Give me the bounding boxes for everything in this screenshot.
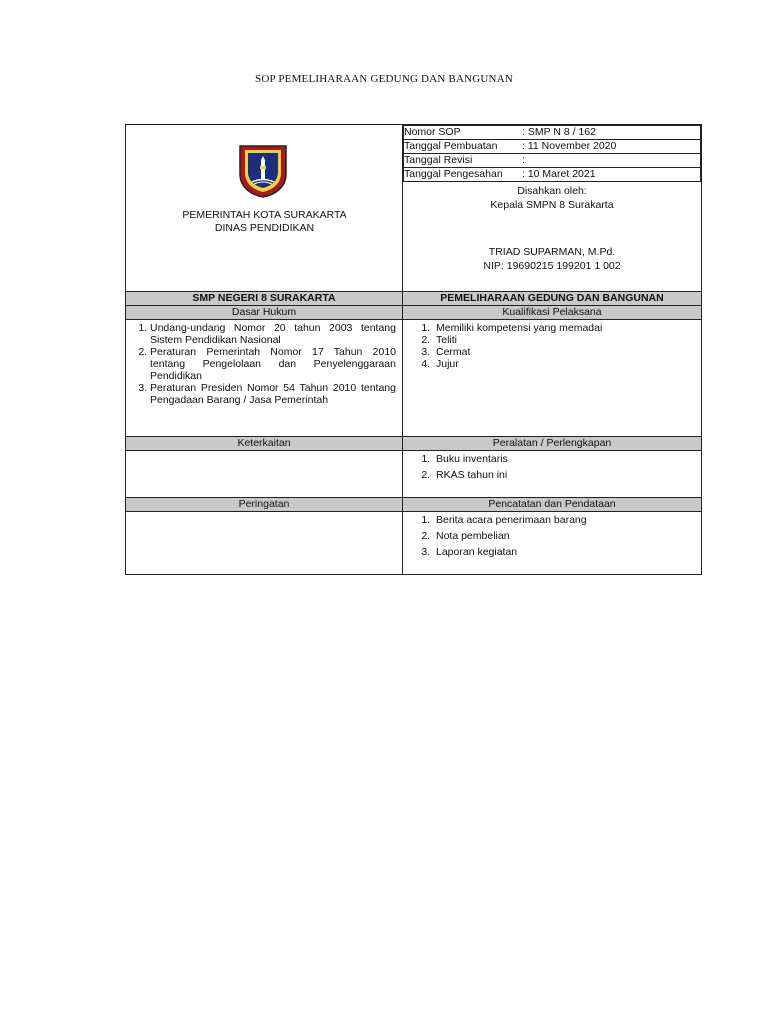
meta-table bbox=[403, 125, 701, 182]
list-item: 1. Memiliki kompetensi yang memadai bbox=[433, 322, 695, 334]
section-header-row bbox=[126, 306, 702, 320]
list-item: 4. Jujur bbox=[433, 358, 695, 370]
unit-row bbox=[126, 292, 702, 306]
list-item: 3. Laporan kegiatan bbox=[433, 546, 695, 558]
section-content-row bbox=[126, 512, 702, 575]
peralatan-cell bbox=[403, 451, 702, 498]
list-item: 2. Nota pembelian bbox=[433, 530, 695, 542]
approval-block bbox=[403, 182, 701, 273]
meta-row bbox=[404, 126, 701, 140]
header-left-cell bbox=[126, 125, 403, 292]
meta-value: : SMP N 8 / 162 bbox=[522, 126, 596, 138]
meta-value: : bbox=[522, 154, 525, 166]
meta-row bbox=[404, 168, 701, 182]
section-header-row bbox=[126, 437, 702, 451]
list-item: 1. Buku inventaris bbox=[433, 453, 695, 465]
pencatatan-cell bbox=[403, 512, 702, 575]
sop-table bbox=[125, 124, 702, 575]
section-content-row bbox=[126, 320, 702, 437]
list-item: 3. Cermat bbox=[433, 346, 695, 358]
org-line-1: PEMERINTAH KOTA SURAKARTA bbox=[182, 209, 347, 221]
pencatatan-heading: Pencatatan dan Pendataan bbox=[403, 498, 702, 512]
meta-label: Tanggal Pembuatan bbox=[404, 140, 498, 152]
list-item: 2. Teliti bbox=[433, 334, 695, 346]
peralatan-heading: Peralatan / Perlengkapan bbox=[403, 437, 702, 451]
keterkaitan-heading: Keterkaitan bbox=[126, 437, 403, 451]
surakarta-coat-of-arms-icon bbox=[238, 144, 288, 198]
meta-value: : 11 November 2020 bbox=[522, 140, 617, 152]
section-content-row bbox=[126, 451, 702, 498]
list-item: 2. Peraturan Pemerintah Nomor 17 Tahun 2010 tentang Pengelolaan dan Penyelenggaraan Pendidikan bbox=[150, 346, 396, 382]
list-item: 1. Undang-undang Nomor 20 tahun 2003 tentang Sistem Pendidikan Nasional bbox=[150, 322, 396, 346]
unit-name: SMP NEGERI 8 SURAKARTA bbox=[126, 292, 403, 306]
meta-row bbox=[404, 140, 701, 154]
kualifikasi-heading: Kualifikasi Pelaksana bbox=[403, 306, 702, 320]
meta-value: : 10 Maret 2021 bbox=[522, 168, 596, 180]
org-line-2: DINAS PENDIDIKAN bbox=[214, 222, 315, 234]
meta-label: Tanggal Revisi bbox=[404, 154, 473, 166]
dasar-hukum-list bbox=[130, 322, 396, 406]
dasar-hukum-cell bbox=[126, 320, 403, 437]
meta-label: Nomor SOP bbox=[404, 126, 461, 138]
peringatan-heading: Peringatan bbox=[126, 498, 403, 512]
approver-name: TRIAD SUPARMAN, M.Pd. bbox=[488, 246, 616, 258]
list-item: 2. RKAS tahun ini bbox=[433, 469, 695, 481]
approved-by-label: Disahkan oleh: bbox=[517, 185, 587, 197]
kualifikasi-cell bbox=[403, 320, 702, 437]
section-header-row bbox=[126, 498, 702, 512]
pencatatan-list bbox=[407, 514, 695, 558]
document-title: SOP PEMELIHARAAN GEDUNG DAN BANGUNAN bbox=[255, 73, 513, 85]
dasar-hukum-heading: Dasar Hukum bbox=[126, 306, 403, 320]
list-item: 1. Berita acara penerimaan barang bbox=[433, 514, 695, 526]
meta-row bbox=[404, 154, 701, 168]
kualifikasi-list bbox=[407, 322, 695, 370]
peringatan-cell bbox=[126, 512, 403, 575]
procedure-name: PEMELIHARAAN GEDUNG DAN BANGUNAN bbox=[403, 292, 702, 306]
keterkaitan-cell bbox=[126, 451, 403, 498]
approver-title: Kepala SMPN 8 Surakarta bbox=[490, 199, 614, 211]
approver-nip: NIP: 19690215 199201 1 002 bbox=[483, 260, 621, 272]
organization-name bbox=[126, 209, 403, 235]
header-right-cell bbox=[403, 125, 702, 292]
header-row bbox=[126, 125, 702, 292]
meta-label: Tanggal Pengesahan bbox=[404, 168, 503, 180]
list-item: 3. Peraturan Presiden Nomor 54 Tahun 2010 tentang Pengadaan Barang / Jasa Pemerintah bbox=[150, 382, 396, 406]
peralatan-list bbox=[407, 453, 695, 481]
